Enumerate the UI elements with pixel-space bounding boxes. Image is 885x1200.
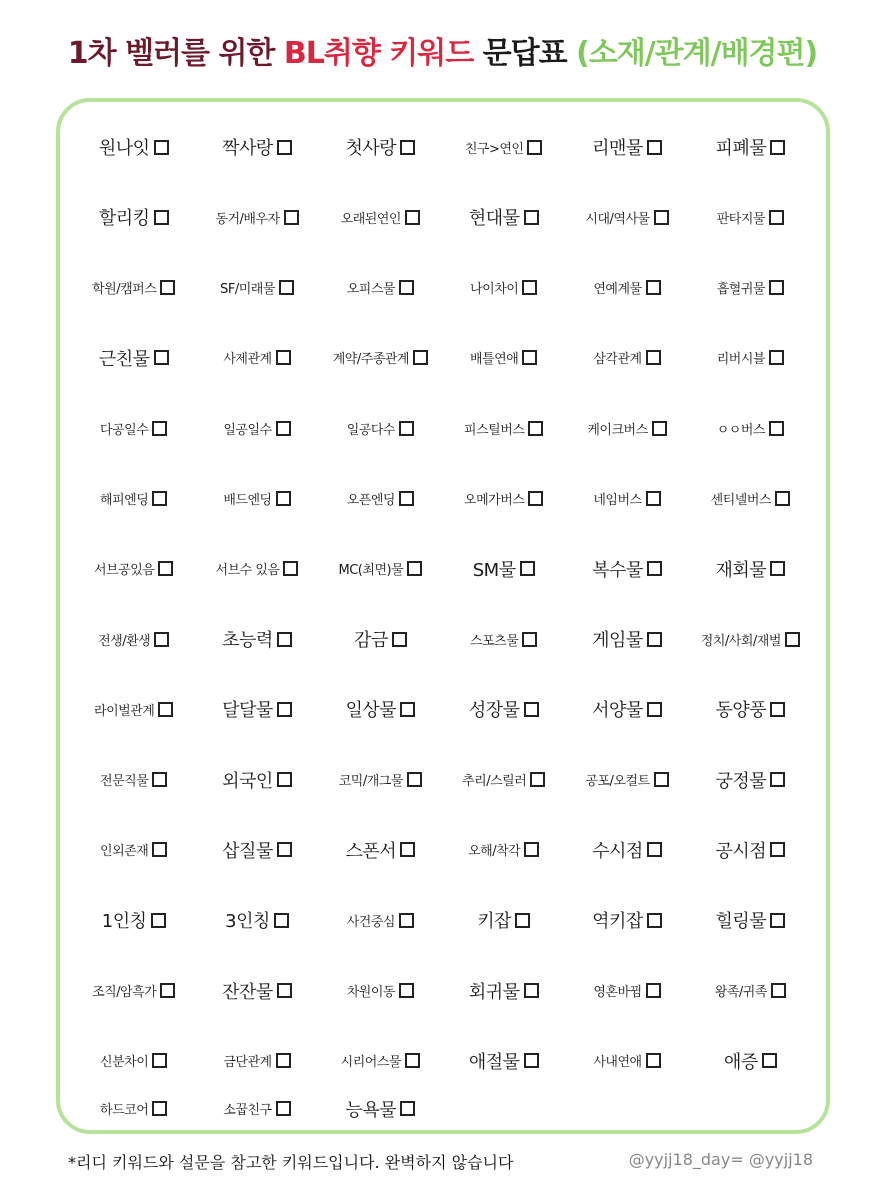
keyword-label: 동거/배우자: [215, 211, 280, 227]
keyword-item[interactable]: [195, 674, 318, 744]
page-title: [0, 28, 885, 72]
keyword-label: 역키잡: [592, 911, 643, 933]
keyword-item[interactable]: [565, 112, 688, 182]
keyword-checkbox[interactable]: [274, 913, 289, 928]
keyword-checkbox[interactable]: [647, 702, 662, 717]
title-part-2: BL취향 키워드: [283, 36, 474, 71]
keyword-item[interactable]: [72, 182, 195, 252]
keyword-label: 센티넬버스: [710, 493, 771, 509]
keyword-checkbox[interactable]: [152, 772, 167, 787]
keyword-checkbox[interactable]: [277, 842, 292, 857]
keyword-checkbox[interactable]: [158, 561, 173, 576]
keyword-grid: [72, 112, 812, 1122]
keyword-item[interactable]: [565, 815, 688, 885]
keyword-label: SM물: [472, 559, 516, 581]
keyword-checkbox[interactable]: [770, 842, 785, 857]
keyword-checkbox[interactable]: [646, 491, 661, 506]
keyword-item[interactable]: [565, 253, 688, 323]
keyword-label: 케이크버스: [587, 422, 648, 438]
keyword-checkbox[interactable]: [152, 1053, 167, 1068]
keyword-checkbox[interactable]: [769, 421, 784, 436]
keyword-label: ㅇㅇ버스: [716, 422, 765, 438]
keyword-checkbox[interactable]: [277, 983, 292, 998]
keyword-label: 힐링물: [715, 911, 767, 933]
keyword-checkbox[interactable]: [152, 1101, 167, 1116]
keyword-item[interactable]: [195, 393, 318, 463]
keyword-label: 키잡: [477, 911, 512, 933]
keyword-checkbox[interactable]: [151, 913, 166, 928]
keyword-item[interactable]: [565, 1026, 688, 1096]
keyword-item[interactable]: [72, 393, 195, 463]
keyword-item[interactable]: [195, 463, 318, 533]
keyword-item[interactable]: [319, 674, 442, 744]
keyword-item[interactable]: [442, 955, 565, 1025]
keyword-item[interactable]: [319, 534, 442, 604]
keyword-checkbox[interactable]: [279, 280, 294, 295]
keyword-item[interactable]: [319, 463, 442, 533]
keyword-checkbox[interactable]: [522, 350, 537, 365]
keyword-checkbox[interactable]: [152, 842, 167, 857]
keyword-label: 서브수 있음: [215, 563, 280, 579]
keyword-checkbox[interactable]: [524, 983, 539, 998]
keyword-label: 성장물: [468, 700, 520, 722]
keyword-checkbox[interactable]: [154, 632, 169, 647]
keyword-label: 전생/환생: [98, 633, 151, 649]
title-part-4: (소재/관계/배경편): [576, 36, 818, 71]
keyword-label: SF/미래물: [220, 282, 275, 298]
keyword-label: 오피스물: [346, 282, 395, 298]
keyword-checkbox[interactable]: [769, 350, 784, 365]
keyword-item[interactable]: [689, 955, 812, 1025]
keyword-label: 할리킹: [98, 208, 150, 230]
keyword-checkbox[interactable]: [770, 561, 785, 576]
keyword-label: 오래된연인: [340, 211, 401, 227]
keyword-checkbox[interactable]: [647, 140, 662, 155]
keyword-item[interactable]: [565, 745, 688, 815]
keyword-checkbox[interactable]: [154, 350, 169, 365]
keyword-label: 궁정물: [715, 770, 767, 792]
credit: @yyjj18_day= @yyjj18: [628, 1150, 813, 1169]
keyword-checkbox[interactable]: [654, 772, 669, 787]
keyword-label: 스폰서: [345, 840, 397, 862]
keyword-checkbox[interactable]: [399, 983, 414, 998]
keyword-label: 배틀연애: [470, 352, 519, 368]
keyword-item[interactable]: [442, 1026, 565, 1096]
keyword-item[interactable]: [689, 885, 812, 955]
keyword-label: 배드엔딩: [223, 493, 272, 509]
keyword-checkbox[interactable]: [646, 983, 661, 998]
keyword-label: 리맨물: [592, 138, 643, 160]
keyword-checkbox[interactable]: [646, 1053, 661, 1068]
keyword-item[interactable]: [195, 534, 318, 604]
keyword-checkbox[interactable]: [400, 1101, 415, 1116]
keyword-item[interactable]: [72, 463, 195, 533]
keyword-label: 학원/캠퍼스: [92, 282, 157, 298]
keyword-checkbox[interactable]: [400, 842, 415, 857]
keyword-item[interactable]: [689, 674, 812, 744]
keyword-item[interactable]: [442, 885, 565, 955]
keyword-item[interactable]: [565, 674, 688, 744]
keyword-item[interactable]: [195, 1096, 318, 1122]
keyword-item[interactable]: [442, 604, 565, 674]
keyword-checkbox[interactable]: [276, 1053, 291, 1068]
keyword-item[interactable]: [319, 1026, 442, 1096]
keyword-label: 외국인: [222, 770, 273, 792]
keyword-item[interactable]: [442, 463, 565, 533]
keyword-label: 연예계물: [593, 282, 642, 298]
keyword-item[interactable]: [689, 112, 812, 182]
keyword-checkbox[interactable]: [277, 702, 292, 717]
keyword-checkbox[interactable]: [524, 842, 539, 857]
keyword-item[interactable]: [565, 182, 688, 252]
keyword-checkbox[interactable]: [762, 1053, 777, 1068]
keyword-label: 원나잇: [98, 138, 150, 160]
keyword-label: 왕족/귀족: [714, 985, 767, 1001]
keyword-item[interactable]: [319, 253, 442, 323]
keyword-checkbox[interactable]: [646, 350, 661, 365]
keyword-checkbox[interactable]: [276, 350, 291, 365]
keyword-label: 오해/착각: [468, 844, 521, 860]
keyword-label: 잔잔물: [222, 981, 273, 1003]
keyword-checkbox[interactable]: [400, 702, 415, 717]
keyword-checkbox[interactable]: [524, 1053, 539, 1068]
keyword-checkbox[interactable]: [160, 983, 175, 998]
keyword-item[interactable]: [442, 393, 565, 463]
keyword-label: 서브공있음: [94, 563, 155, 579]
keyword-label: 라이벌관계: [94, 703, 155, 719]
keyword-checkbox[interactable]: [646, 280, 661, 295]
keyword-item[interactable]: [72, 604, 195, 674]
keyword-item[interactable]: [195, 604, 318, 674]
keyword-item[interactable]: [689, 182, 812, 252]
keyword-label: 인외존재: [100, 844, 149, 860]
keyword-checkbox[interactable]: [522, 280, 537, 295]
keyword-label: 일공일수: [223, 422, 272, 438]
keyword-label: 정치/사회/재벌: [700, 633, 781, 649]
keyword-checkbox[interactable]: [276, 491, 291, 506]
keyword-item[interactable]: [442, 253, 565, 323]
title-part-1: 1차 벨러를 위한: [67, 36, 284, 71]
keyword-checkbox[interactable]: [405, 1053, 420, 1068]
keyword-item[interactable]: [565, 463, 688, 533]
keyword-item[interactable]: [72, 323, 195, 393]
keyword-item[interactable]: [195, 885, 318, 955]
keyword-item[interactable]: [195, 112, 318, 182]
keyword-item[interactable]: [319, 885, 442, 955]
keyword-checkbox[interactable]: [399, 280, 414, 295]
keyword-checkbox[interactable]: [152, 421, 167, 436]
keyword-item[interactable]: [72, 745, 195, 815]
keyword-checkbox[interactable]: [771, 983, 786, 998]
keyword-item[interactable]: [195, 182, 318, 252]
keyword-label: 하드코어: [100, 1103, 149, 1119]
keyword-label: 사제관계: [223, 352, 272, 368]
keyword-item[interactable]: [319, 112, 442, 182]
keyword-checkbox[interactable]: [413, 350, 428, 365]
keyword-item[interactable]: [72, 253, 195, 323]
keyword-item[interactable]: [319, 955, 442, 1025]
keyword-label: 공시점: [715, 840, 767, 862]
keyword-item[interactable]: [565, 393, 688, 463]
keyword-item[interactable]: [689, 463, 812, 533]
keyword-label: 조직/암흑가: [92, 985, 157, 1001]
keyword-checkbox[interactable]: [277, 632, 292, 647]
keyword-label: 오픈엔딩: [346, 493, 395, 509]
keyword-label: 공포/오컬트: [585, 774, 650, 790]
keyword-label: 금단관계: [223, 1055, 272, 1071]
keyword-checkbox[interactable]: [400, 140, 415, 155]
keyword-item[interactable]: [442, 534, 565, 604]
keyword-item[interactable]: [565, 534, 688, 604]
keyword-item[interactable]: [689, 323, 812, 393]
keyword-item[interactable]: [72, 815, 195, 885]
keyword-label: 동양풍: [715, 700, 767, 722]
keyword-item[interactable]: [442, 745, 565, 815]
keyword-item[interactable]: [195, 955, 318, 1025]
keyword-checkbox[interactable]: [392, 632, 407, 647]
keyword-checkbox[interactable]: [770, 913, 785, 928]
keyword-label: 리버시블: [716, 352, 765, 368]
keyword-item[interactable]: [72, 112, 195, 182]
keyword-checkbox[interactable]: [277, 140, 292, 155]
keyword-label: 흡혈귀물: [716, 282, 765, 298]
keyword-label: 나이차이: [470, 282, 519, 298]
keyword-checkbox[interactable]: [524, 702, 539, 717]
keyword-label: 삼각관계: [593, 352, 642, 368]
keyword-item[interactable]: [195, 815, 318, 885]
keyword-item[interactable]: [319, 604, 442, 674]
keyword-checkbox[interactable]: [399, 913, 414, 928]
keyword-checkbox[interactable]: [527, 140, 542, 155]
keyword-checkbox[interactable]: [769, 280, 784, 295]
keyword-checkbox[interactable]: [276, 421, 291, 436]
keyword-checkbox[interactable]: [160, 280, 175, 295]
keyword-checkbox[interactable]: [769, 210, 784, 225]
keyword-label: 전문직물: [100, 774, 149, 790]
keyword-checkbox[interactable]: [652, 421, 667, 436]
keyword-checkbox[interactable]: [154, 210, 169, 225]
keyword-label: 감금: [353, 630, 388, 652]
keyword-item[interactable]: [442, 112, 565, 182]
keyword-checkbox[interactable]: [276, 1101, 291, 1116]
keyword-checkbox[interactable]: [770, 140, 785, 155]
keyword-label: 일공다수: [346, 422, 395, 438]
keyword-item[interactable]: [319, 182, 442, 252]
keyword-item[interactable]: [442, 182, 565, 252]
keyword-checkbox[interactable]: [515, 913, 530, 928]
keyword-label: 친구>연인: [464, 141, 524, 157]
keyword-label: 초능력: [222, 630, 273, 652]
keyword-label: 짝사랑: [222, 138, 273, 160]
keyword-item[interactable]: [319, 745, 442, 815]
keyword-checkbox[interactable]: [528, 421, 543, 436]
keyword-item[interactable]: [72, 1096, 195, 1122]
keyword-label: 영혼바뀜: [593, 985, 642, 1001]
keyword-label: 복수물: [592, 559, 643, 581]
keyword-label: 재회물: [715, 559, 767, 581]
keyword-label: 차원이동: [346, 985, 395, 1001]
keyword-checkbox[interactable]: [407, 772, 422, 787]
keyword-item[interactable]: [319, 393, 442, 463]
keyword-checkbox[interactable]: [522, 632, 537, 647]
keyword-label: 서양물: [592, 700, 643, 722]
keyword-checkbox[interactable]: [520, 561, 535, 576]
keyword-label: 스포츠물: [470, 633, 519, 649]
keyword-item[interactable]: [689, 745, 812, 815]
keyword-checkbox[interactable]: [647, 632, 662, 647]
keyword-item[interactable]: [195, 1026, 318, 1096]
keyword-checkbox[interactable]: [407, 561, 422, 576]
keyword-checkbox[interactable]: [152, 491, 167, 506]
keyword-checkbox[interactable]: [405, 210, 420, 225]
keyword-label: MC(최면)물: [338, 563, 404, 579]
keyword-item[interactable]: [689, 393, 812, 463]
keyword-label: 사건중심: [346, 914, 395, 930]
keyword-label: 계약/주종관계: [332, 352, 409, 368]
keyword-label: 1인칭: [101, 911, 147, 933]
keyword-checkbox[interactable]: [770, 702, 785, 717]
keyword-item[interactable]: [565, 604, 688, 674]
keyword-label: 애증: [723, 1051, 758, 1073]
keyword-checkbox[interactable]: [284, 210, 299, 225]
keyword-label: 수시점: [592, 840, 643, 862]
keyword-item[interactable]: [565, 323, 688, 393]
keyword-checkbox[interactable]: [399, 421, 414, 436]
keyword-item[interactable]: [319, 1096, 442, 1122]
title-part-3: 문답표: [473, 36, 577, 71]
keyword-label: 다공일수: [100, 422, 149, 438]
keyword-item[interactable]: [195, 745, 318, 815]
keyword-checkbox[interactable]: [277, 772, 292, 787]
keyword-item[interactable]: [442, 323, 565, 393]
keyword-checkbox[interactable]: [399, 491, 414, 506]
keyword-checkbox[interactable]: [158, 702, 173, 717]
keyword-item[interactable]: [565, 955, 688, 1025]
keyword-item[interactable]: [72, 955, 195, 1025]
keyword-label: 삽질물: [222, 840, 273, 862]
keyword-label: 해피엔딩: [100, 493, 149, 509]
keyword-checkbox[interactable]: [654, 210, 669, 225]
keyword-label: 근친물: [98, 348, 150, 370]
keyword-label: 일상물: [345, 700, 397, 722]
keyword-item[interactable]: [689, 534, 812, 604]
keyword-label: 애절물: [468, 1051, 520, 1073]
keyword-item[interactable]: [195, 323, 318, 393]
keyword-label: 게임물: [592, 630, 643, 652]
keyword-label: 판타지물: [716, 211, 765, 227]
keyword-label: 능욕물: [345, 1099, 397, 1121]
keyword-label: 추리/스릴러: [462, 774, 527, 790]
keyword-label: 피폐물: [715, 138, 767, 160]
keyword-checkbox[interactable]: [283, 561, 298, 576]
keyword-label: 오메가버스: [464, 493, 525, 509]
keyword-item[interactable]: [689, 1026, 812, 1096]
keyword-checkbox[interactable]: [524, 210, 539, 225]
keyword-checkbox[interactable]: [775, 491, 790, 506]
keyword-label: 회귀물: [468, 981, 520, 1003]
keyword-label: 현대물: [468, 208, 520, 230]
footnote: *리디 키워드와 설문을 참고한 키워드입니다. 완벽하지 않습니다: [68, 1153, 514, 1172]
keyword-item[interactable]: [72, 885, 195, 955]
keyword-item[interactable]: [319, 323, 442, 393]
keyword-checkbox[interactable]: [647, 913, 662, 928]
keyword-label: 소꿉친구: [223, 1103, 272, 1119]
keyword-label: 코믹/개그물: [338, 774, 403, 790]
keyword-item[interactable]: [689, 604, 812, 674]
keyword-item[interactable]: [565, 885, 688, 955]
keyword-label: 네임버스: [593, 493, 642, 509]
keyword-label: 달달물: [222, 700, 273, 722]
keyword-item[interactable]: [689, 815, 812, 885]
keyword-checkbox[interactable]: [647, 561, 662, 576]
keyword-checkbox[interactable]: [528, 491, 543, 506]
keyword-item[interactable]: [72, 1026, 195, 1096]
keyword-item[interactable]: [689, 253, 812, 323]
keyword-label: 첫사랑: [345, 138, 397, 160]
keyword-item[interactable]: [319, 815, 442, 885]
keyword-label: 사내연애: [593, 1055, 642, 1071]
keyword-checkbox[interactable]: [785, 632, 800, 647]
keyword-label: 신분차이: [100, 1055, 149, 1071]
keyword-label: 피스틸버스: [464, 422, 525, 438]
keyword-label: 시대/역사물: [585, 211, 650, 227]
keyword-item[interactable]: [72, 674, 195, 744]
keyword-checkbox[interactable]: [770, 772, 785, 787]
keyword-item[interactable]: [195, 253, 318, 323]
keyword-checkbox[interactable]: [154, 140, 169, 155]
keyword-item[interactable]: [442, 674, 565, 744]
keyword-checkbox[interactable]: [530, 772, 545, 787]
keyword-item[interactable]: [442, 815, 565, 885]
keyword-label: 3인칭: [225, 911, 270, 933]
keyword-label: 시리어스물: [340, 1055, 401, 1071]
keyword-checkbox[interactable]: [647, 842, 662, 857]
keyword-item[interactable]: [72, 534, 195, 604]
